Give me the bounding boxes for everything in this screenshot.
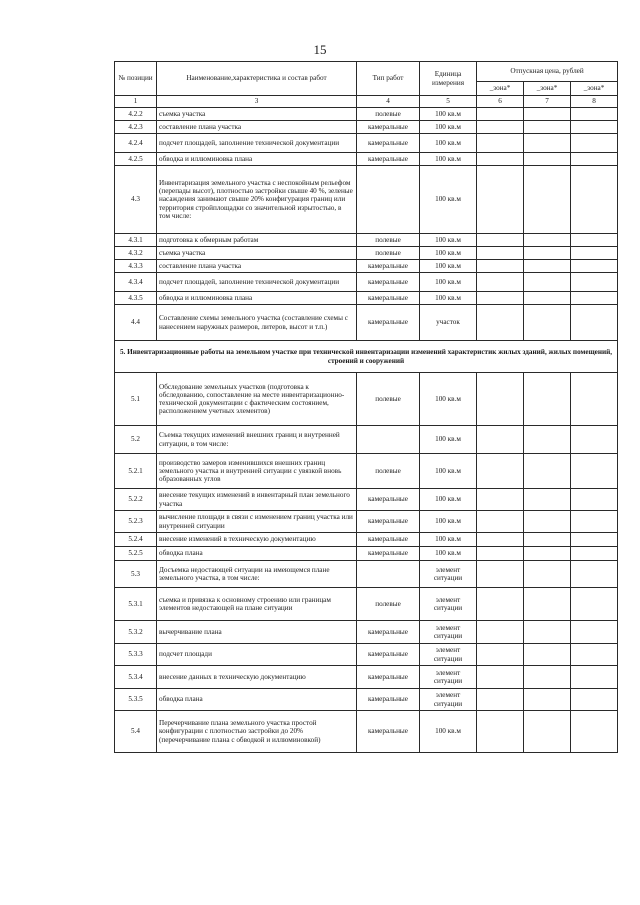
row-position: 4.2.2 <box>115 108 157 121</box>
row-work-type <box>357 426 420 454</box>
row-price-zone-1 <box>477 260 524 273</box>
row-price-zone-2 <box>524 689 571 711</box>
row-name: внесение изменений в техническую документацию <box>157 533 357 547</box>
row-name: Инвентаризация земельного участка с неспокойным рельефом (перепады высот), плотностью застройки свыше 40 %, зеленые насаждения занимают свыше 20% конфигурация границ или территория стройплощадки со значительной изрытостью, в том числе: <box>157 166 357 234</box>
row-price-zone-3 <box>571 305 618 341</box>
row-price-zone-1 <box>477 621 524 644</box>
row-position: 5.3.5 <box>115 689 157 711</box>
table-row <box>115 489 618 511</box>
row-unit: 100 кв.м <box>420 292 477 305</box>
row-price-zone-3 <box>571 234 618 247</box>
row-work-type: камеральные <box>357 153 420 166</box>
row-position: 4.3.5 <box>115 292 157 305</box>
row-unit: 100 кв.м <box>420 166 477 234</box>
row-work-type: камеральные <box>357 511 420 533</box>
header-position: № позиции <box>115 62 157 96</box>
col-number: 5 <box>420 96 477 108</box>
row-price-zone-1 <box>477 644 524 666</box>
row-name: производство замеров изменившихся внешних границ земельного участка и внутренней ситуации с увязкой вновь образованных углов <box>157 454 357 489</box>
col-number: 1 <box>115 96 157 108</box>
table-row <box>115 134 618 153</box>
row-price-zone-1 <box>477 166 524 234</box>
row-work-type: камеральные <box>357 689 420 711</box>
row-position: 5.3.2 <box>115 621 157 644</box>
row-work-type: полевые <box>357 108 420 121</box>
table-row <box>115 234 618 247</box>
table-row <box>115 292 618 305</box>
col-number: 8 <box>571 96 618 108</box>
row-price-zone-3 <box>571 621 618 644</box>
col-number: 4 <box>357 96 420 108</box>
row-price-zone-3 <box>571 511 618 533</box>
row-position: 4.3 <box>115 166 157 234</box>
row-price-zone-1 <box>477 454 524 489</box>
row-position: 5.4 <box>115 711 157 753</box>
row-price-zone-1 <box>477 108 524 121</box>
col-number: 6 <box>477 96 524 108</box>
row-price-zone-3 <box>571 153 618 166</box>
row-position: 5.2.1 <box>115 454 157 489</box>
row-name: подготовка к обмерным работам <box>157 234 357 247</box>
row-unit: 100 кв.м <box>420 153 477 166</box>
row-unit: 100 кв.м <box>420 533 477 547</box>
row-position: 5.2.4 <box>115 533 157 547</box>
row-unit: участок <box>420 305 477 341</box>
row-price-zone-1 <box>477 561 524 588</box>
row-position: 5.3 <box>115 561 157 588</box>
section-5-title: 5. Инвентаризационные работы на земельном участке при технической инвентаризации изменений характеристик жилых зданий, жилых помещений, строений и сооружений <box>115 341 618 373</box>
row-price-zone-1 <box>477 588 524 621</box>
row-work-type: камеральные <box>357 260 420 273</box>
row-name: обводка плана <box>157 547 357 561</box>
row-price-zone-2 <box>524 121 571 134</box>
row-price-zone-2 <box>524 547 571 561</box>
row-price-zone-2 <box>524 711 571 753</box>
row-price-zone-3 <box>571 454 618 489</box>
row-position: 4.2.4 <box>115 134 157 153</box>
row-name: обводка и иллюминовка плана <box>157 292 357 305</box>
table-row <box>115 153 618 166</box>
row-name: подсчет площадей, заполнение технической документации <box>157 273 357 292</box>
row-price-zone-3 <box>571 489 618 511</box>
row-price-zone-3 <box>571 644 618 666</box>
row-price-zone-3 <box>571 166 618 234</box>
row-price-zone-2 <box>524 166 571 234</box>
row-unit: элемент ситуации <box>420 644 477 666</box>
row-unit: 100 кв.м <box>420 121 477 134</box>
row-price-zone-3 <box>571 561 618 588</box>
price-table <box>114 61 618 753</box>
row-price-zone-2 <box>524 273 571 292</box>
row-unit: 100 кв.м <box>420 511 477 533</box>
row-price-zone-1 <box>477 511 524 533</box>
table-row <box>115 108 618 121</box>
table-row <box>115 273 618 292</box>
row-price-zone-3 <box>571 588 618 621</box>
row-position: 4.2.3 <box>115 121 157 134</box>
row-unit: элемент ситуации <box>420 621 477 644</box>
row-price-zone-1 <box>477 134 524 153</box>
row-price-zone-2 <box>524 561 571 588</box>
row-price-zone-2 <box>524 489 571 511</box>
row-position: 5.3.1 <box>115 588 157 621</box>
row-position: 4.2.5 <box>115 153 157 166</box>
header-name: Наименование,характеристика и состав работ <box>157 62 357 96</box>
table-row <box>115 644 618 666</box>
row-work-type: камеральные <box>357 711 420 753</box>
row-position: 5.2 <box>115 426 157 454</box>
row-price-zone-1 <box>477 234 524 247</box>
row-price-zone-2 <box>524 247 571 260</box>
row-unit: элемент ситуации <box>420 666 477 689</box>
table-row <box>115 247 618 260</box>
row-price-zone-1 <box>477 121 524 134</box>
table-row <box>115 426 618 454</box>
row-work-type: камеральные <box>357 273 420 292</box>
table-row <box>115 166 618 234</box>
header-zone-3: _зона* <box>571 82 618 96</box>
row-price-zone-1 <box>477 153 524 166</box>
row-position: 5.3.3 <box>115 644 157 666</box>
row-name: Съемка текущих изменений внешних границ и внутренней ситуации, в том числе: <box>157 426 357 454</box>
row-name: Перечерчивание плана земельного участка простой конфигурации с плотностью застройки до 20% (перечерчивание плана с обводкой и иллюминовкой) <box>157 711 357 753</box>
row-work-type: камеральные <box>357 292 420 305</box>
col-number: 3 <box>157 96 357 108</box>
row-unit: 100 кв.м <box>420 260 477 273</box>
table-row <box>115 121 618 134</box>
table-row <box>115 666 618 689</box>
row-work-type: полевые <box>357 373 420 426</box>
row-price-zone-3 <box>571 547 618 561</box>
table-row <box>115 305 618 341</box>
row-work-type: камеральные <box>357 547 420 561</box>
row-price-zone-3 <box>571 666 618 689</box>
row-price-zone-2 <box>524 666 571 689</box>
row-price-zone-1 <box>477 373 524 426</box>
row-name: съемка участка <box>157 247 357 260</box>
row-position: 5.2.2 <box>115 489 157 511</box>
table-row <box>115 588 618 621</box>
table-row <box>115 373 618 426</box>
row-work-type <box>357 166 420 234</box>
row-price-zone-3 <box>571 292 618 305</box>
row-price-zone-2 <box>524 511 571 533</box>
row-price-zone-2 <box>524 153 571 166</box>
row-work-type: камеральные <box>357 121 420 134</box>
row-work-type: полевые <box>357 247 420 260</box>
row-unit: 100 кв.м <box>420 426 477 454</box>
row-position: 5.2.3 <box>115 511 157 533</box>
row-price-zone-3 <box>571 533 618 547</box>
row-work-type <box>357 561 420 588</box>
row-work-type: камеральные <box>357 134 420 153</box>
row-position: 4.3.4 <box>115 273 157 292</box>
row-unit: 100 кв.м <box>420 547 477 561</box>
row-price-zone-3 <box>571 134 618 153</box>
row-name: Составление схемы земельного участка (составление схемы с нанесением наружных размеров, литеров, высот и т.п.) <box>157 305 357 341</box>
row-unit: 100 кв.м <box>420 373 477 426</box>
row-price-zone-1 <box>477 711 524 753</box>
row-unit: элемент ситуации <box>420 561 477 588</box>
row-price-zone-2 <box>524 292 571 305</box>
table-row <box>115 511 618 533</box>
row-price-zone-2 <box>524 260 571 273</box>
row-price-zone-2 <box>524 234 571 247</box>
row-price-zone-2 <box>524 134 571 153</box>
row-name: съемка участка <box>157 108 357 121</box>
table-row <box>115 547 618 561</box>
row-price-zone-1 <box>477 533 524 547</box>
page-number: 15 <box>313 42 327 57</box>
row-name: обводка плана <box>157 689 357 711</box>
row-unit: элемент ситуации <box>420 689 477 711</box>
header-price: Отпускная цена, рублей <box>477 62 618 82</box>
row-price-zone-3 <box>571 373 618 426</box>
row-price-zone-2 <box>524 533 571 547</box>
table-row <box>115 711 618 753</box>
row-name: подсчет площадей, заполнение технической документации <box>157 134 357 153</box>
row-name: обводка и иллюминовка плана <box>157 153 357 166</box>
row-name: Обследование земельных участков (подготовка к обследованию, сопоставление на месте инвентаризационно-технической документации с фактическим состоянием, расположением учетных элементов) <box>157 373 357 426</box>
row-position: 4.3.1 <box>115 234 157 247</box>
row-work-type: камеральные <box>357 621 420 644</box>
header-zone-1: _зона* <box>477 82 524 96</box>
row-price-zone-1 <box>477 547 524 561</box>
row-price-zone-3 <box>571 260 618 273</box>
row-name: Досъемка недостающей ситуации на имеющемся плане земельного участка, в том числе: <box>157 561 357 588</box>
row-position: 5.3.4 <box>115 666 157 689</box>
row-price-zone-2 <box>524 454 571 489</box>
row-unit: 100 кв.м <box>420 247 477 260</box>
row-price-zone-2 <box>524 588 571 621</box>
col-number: 7 <box>524 96 571 108</box>
row-price-zone-2 <box>524 305 571 341</box>
row-position: 5.1 <box>115 373 157 426</box>
row-price-zone-3 <box>571 273 618 292</box>
row-price-zone-1 <box>477 426 524 454</box>
row-name: составление плана участка <box>157 121 357 134</box>
header-zone-2: _зона* <box>524 82 571 96</box>
row-price-zone-3 <box>571 711 618 753</box>
row-price-zone-1 <box>477 292 524 305</box>
table-row <box>115 621 618 644</box>
row-price-zone-2 <box>524 621 571 644</box>
table-row <box>115 561 618 588</box>
row-work-type: камеральные <box>357 489 420 511</box>
row-position: 4.4 <box>115 305 157 341</box>
row-name: составление плана участка <box>157 260 357 273</box>
row-unit: 100 кв.м <box>420 134 477 153</box>
row-price-zone-3 <box>571 689 618 711</box>
table-row <box>115 689 618 711</box>
row-work-type: камеральные <box>357 666 420 689</box>
row-unit: 100 кв.м <box>420 234 477 247</box>
row-unit: 100 кв.м <box>420 454 477 489</box>
row-work-type: камеральные <box>357 533 420 547</box>
row-position: 5.2.5 <box>115 547 157 561</box>
row-price-zone-1 <box>477 489 524 511</box>
row-position: 4.3.3 <box>115 260 157 273</box>
row-price-zone-3 <box>571 108 618 121</box>
row-price-zone-2 <box>524 108 571 121</box>
row-price-zone-2 <box>524 426 571 454</box>
row-name: съемка и привязка к основному строению или границам элементов недостающей на плане ситуации <box>157 588 357 621</box>
row-price-zone-2 <box>524 373 571 426</box>
row-name: внесение текущих изменений в инвентарный план земельного участка <box>157 489 357 511</box>
row-unit: 100 кв.м <box>420 273 477 292</box>
row-price-zone-1 <box>477 666 524 689</box>
row-name: вычерчивание плана <box>157 621 357 644</box>
row-price-zone-3 <box>571 121 618 134</box>
row-work-type: камеральные <box>357 644 420 666</box>
row-price-zone-1 <box>477 689 524 711</box>
header-unit: Единица измерения <box>420 62 477 96</box>
row-price-zone-3 <box>571 426 618 454</box>
row-work-type: полевые <box>357 454 420 489</box>
row-work-type: полевые <box>357 234 420 247</box>
row-price-zone-1 <box>477 305 524 341</box>
row-price-zone-1 <box>477 247 524 260</box>
row-unit: элемент ситуации <box>420 588 477 621</box>
table-row <box>115 454 618 489</box>
row-price-zone-3 <box>571 247 618 260</box>
table-row <box>115 260 618 273</box>
row-unit: 100 кв.м <box>420 489 477 511</box>
header-work-type: Тип работ <box>357 62 420 96</box>
row-price-zone-1 <box>477 273 524 292</box>
row-name: внесение данных в техническую документацию <box>157 666 357 689</box>
table-row <box>115 533 618 547</box>
row-name: вычисление площади в связи с изменением границ участка или внутренней ситуации <box>157 511 357 533</box>
row-unit: 100 кв.м <box>420 108 477 121</box>
row-unit: 100 кв.м <box>420 711 477 753</box>
row-position: 4.3.2 <box>115 247 157 260</box>
row-work-type: полевые <box>357 588 420 621</box>
row-work-type: камеральные <box>357 305 420 341</box>
row-name: подсчет площади <box>157 644 357 666</box>
row-price-zone-2 <box>524 644 571 666</box>
